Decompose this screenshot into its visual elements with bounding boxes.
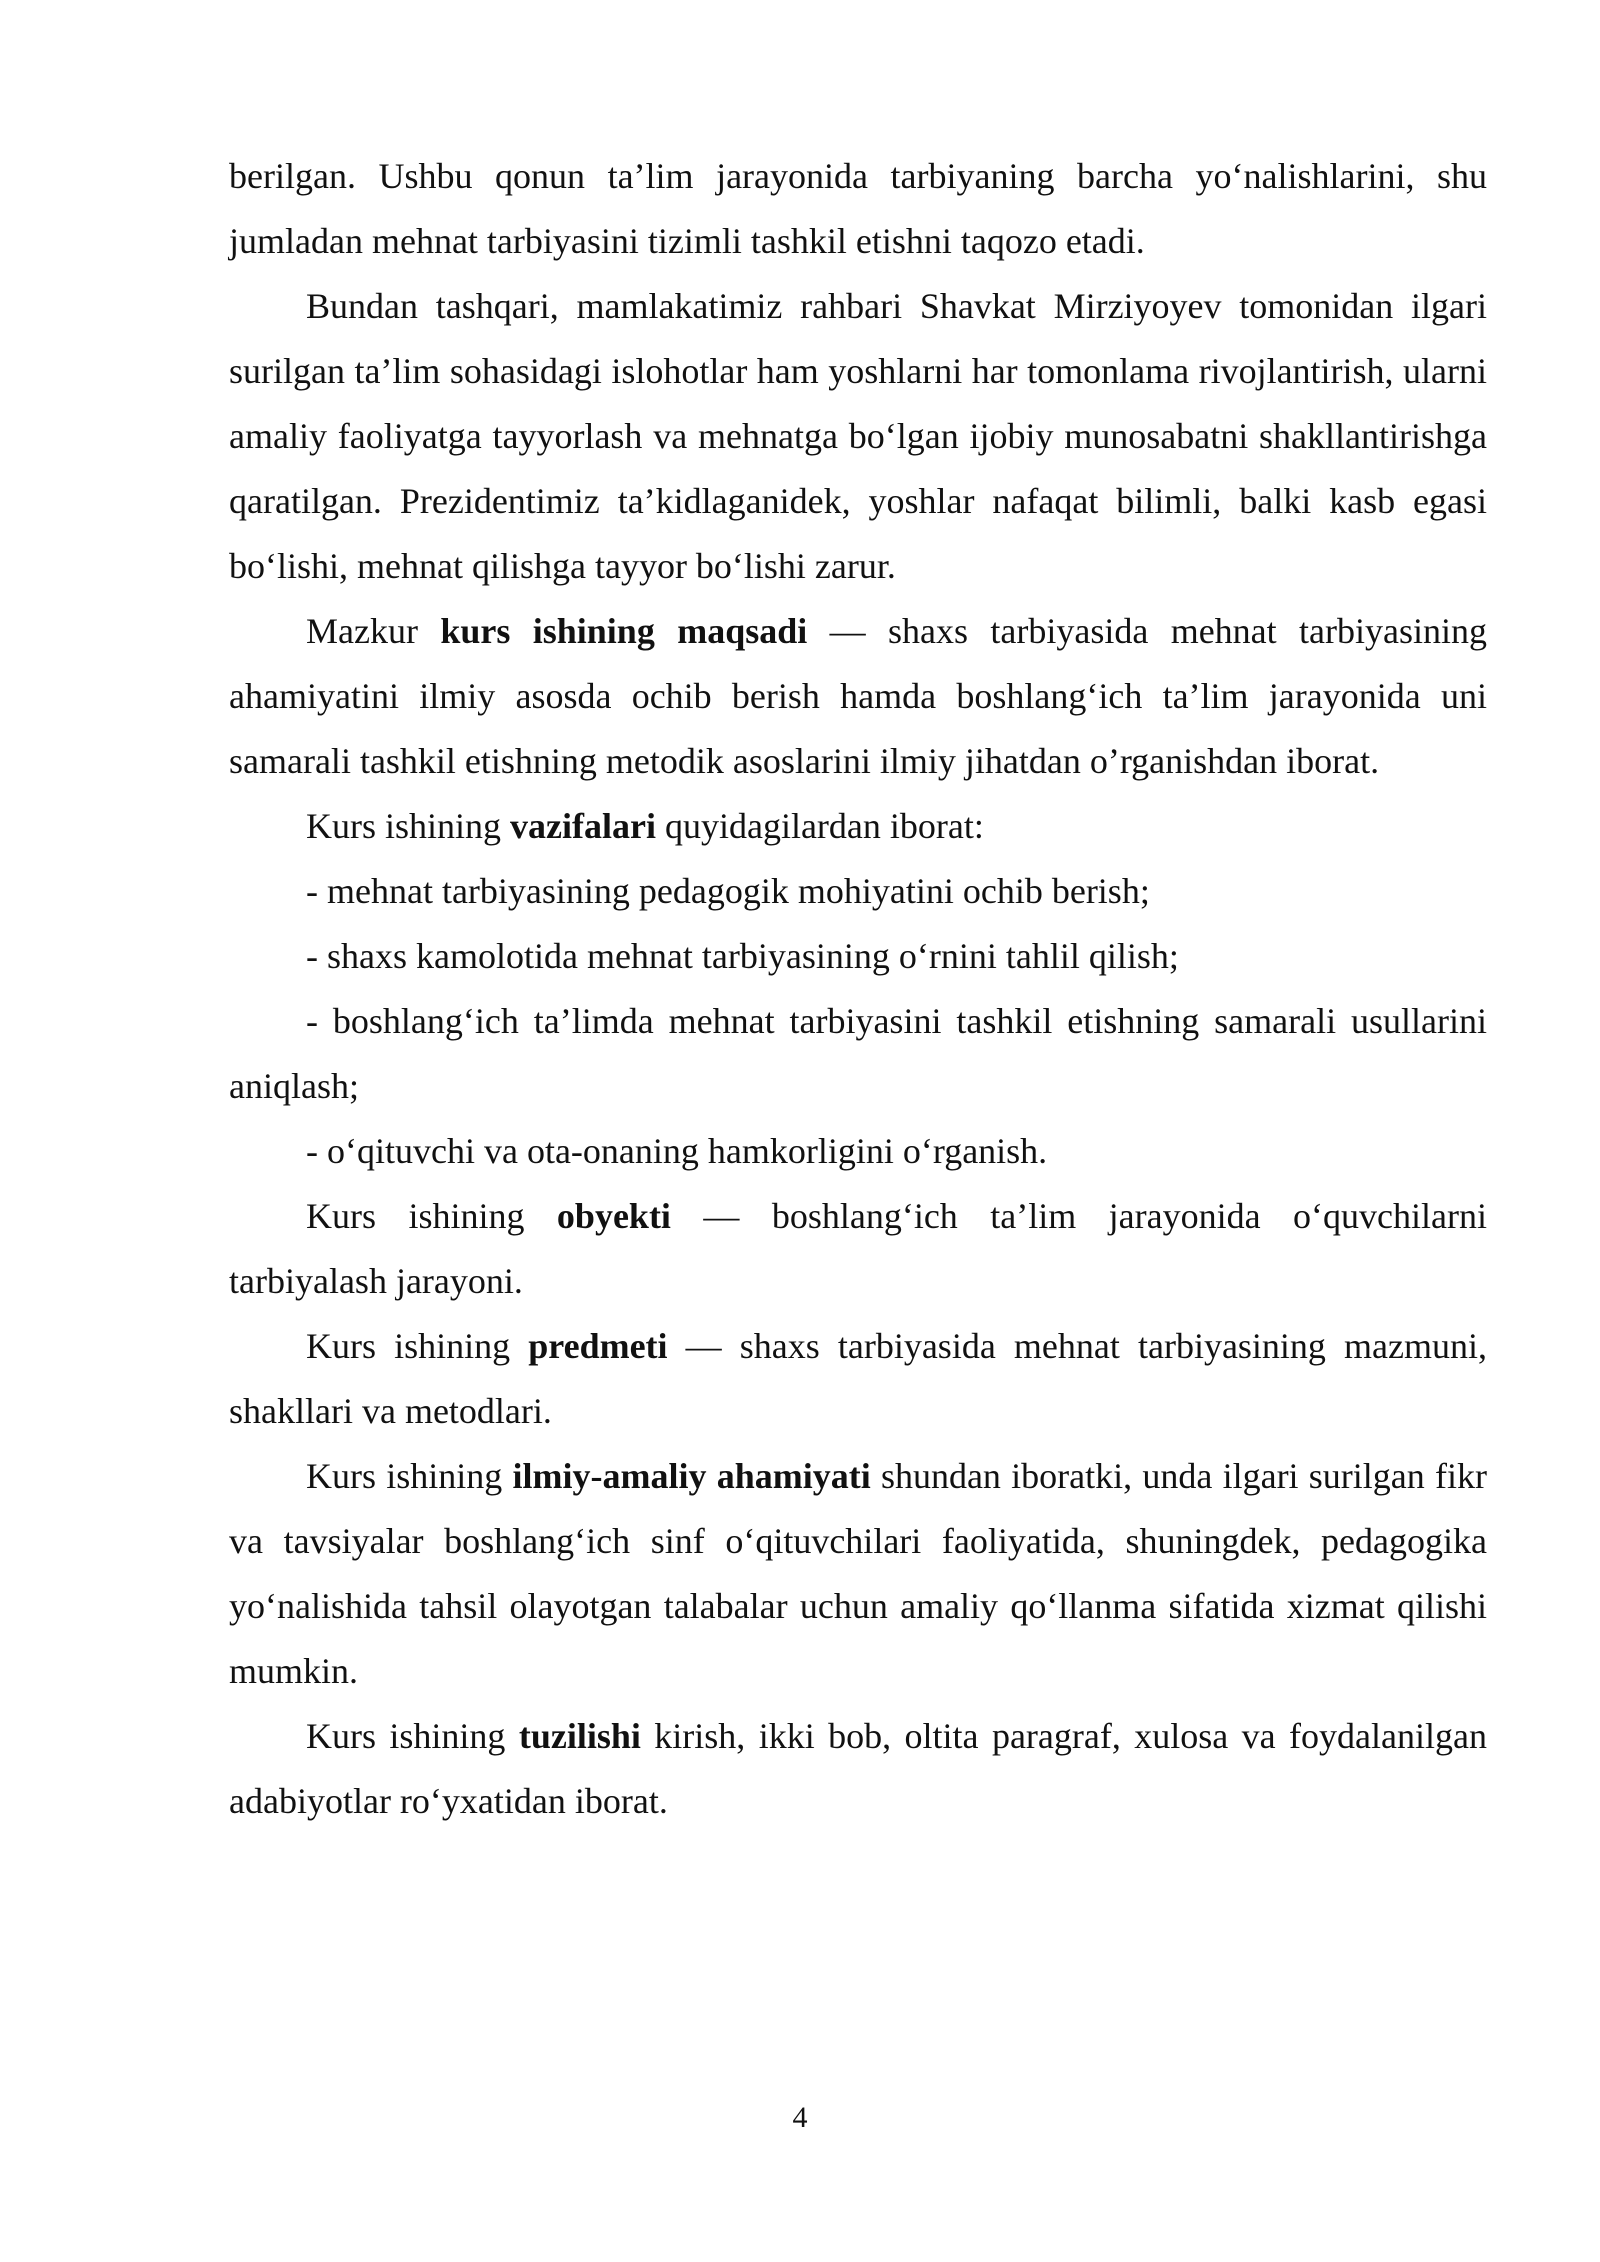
paragraph <box>229 1314 1487 1444</box>
bold-term: obyekti <box>556 1196 671 1236</box>
body-text <box>229 144 1487 1834</box>
paragraph <box>229 924 1487 989</box>
bold-term: ilmiy-amaliy ahamiyati <box>512 1456 871 1496</box>
paragraph-text: Kurs ishining <box>306 1326 529 1366</box>
bold-term: kurs ishining maqsadi <box>440 611 808 651</box>
paragraph-text: - shaxs kamolotida mehnat tarbiyasining o‘rnini tahlil qilish; <box>306 936 1179 976</box>
paragraph-text: Kurs ishining <box>306 1196 557 1236</box>
bold-term: tuzilishi <box>518 1716 641 1756</box>
paragraph <box>229 1184 1487 1314</box>
paragraph <box>229 1444 1487 1704</box>
paragraph-text: - mehnat tarbiyasining pedagogik mohiyatini ochib berish; <box>306 871 1150 911</box>
paragraph-text: Kurs ishining <box>306 1456 513 1496</box>
paragraph-text: — boshlang‘ich ta’lim jarayonida o‘quvchilarni tarbiyalash jarayoni. <box>229 1196 1487 1301</box>
bold-term: predmeti <box>528 1326 668 1366</box>
paragraph <box>229 599 1487 794</box>
paragraph-text: berilgan. Ushbu qonun ta’lim jarayonida tarbiyaning barcha yo‘nalishlarini, shu jumladan mehnat tarbiyasini tizimli tashkil etishni taqozo etadi. <box>229 156 1487 261</box>
paragraph-text: Kurs ishining <box>306 1716 519 1756</box>
paragraph-text: — shaxs tarbiyasida mehnat tarbiyasining mazmuni, shakllari va metodlari. <box>229 1326 1488 1431</box>
paragraph <box>229 794 1487 859</box>
paragraph-text: - boshlang‘ich ta’limda mehnat tarbiyasini tashkil etishning samarali usullarini aniqlash; <box>229 1001 1487 1106</box>
paragraph-text: Bundan tashqari, mamlakatimiz rahbari Shavkat Mirziyoyev tomonidan ilgari surilgan ta’lim sohasidagi islohotlar ham yoshlarni har tomonlama rivojlantirish, ularni amaliy faoliyatga tayyorlash va mehnatga bo‘lgan ijobiy munosabatni shakllantirishga qaratilgan. Prezidentimiz ta’kidlaganidek, yoshlar nafaqat bilimli, balki kasb egasi bo‘lishi, mehnat qilishga tayyor bo‘lishi zarur. <box>229 286 1487 586</box>
paragraph <box>229 859 1487 924</box>
paragraph <box>229 1704 1487 1834</box>
paragraph-text: quyidagilardan iborat: <box>655 806 984 846</box>
paragraph-text: Mazkur <box>306 611 441 651</box>
paragraph <box>229 1119 1487 1184</box>
page-number: 4 <box>792 2101 808 2134</box>
paragraph <box>229 274 1487 599</box>
paragraph-text: - o‘qituvchi va ota-onaning hamkorligini o‘rganish. <box>306 1131 1048 1171</box>
paragraph-text: — shaxs tarbiyasida mehnat tarbiyasining ahamiyatini ilmiy asosda ochib berish hamda boshlang‘ich ta’lim jarayonida uni samarali tashkil etishning metodik asoslarini ilmiy jihatdan o’rganishdan iborat. <box>229 611 1487 781</box>
bold-term: vazifalari <box>510 806 656 846</box>
paragraph-text: Kurs ishining <box>306 806 511 846</box>
paragraph-text: kirish, ikki bob, oltita paragraf, xulosa va foydalanilgan adabiyotlar ro‘yxatidan iborat. <box>229 1716 1487 1821</box>
paragraph-text: shundan iboratki, unda ilgari surilgan fikr va tavsiyalar boshlang‘ich sinf o‘qituvchilari faoliyatida, shuningdek, pedagogika yo‘nalishida tahsil olayotgan talabalar uchun amaliy qo‘llanma sifatida xizmat qilishi mumkin. <box>229 1456 1487 1691</box>
paragraph <box>229 989 1487 1119</box>
paragraph <box>229 144 1487 274</box>
